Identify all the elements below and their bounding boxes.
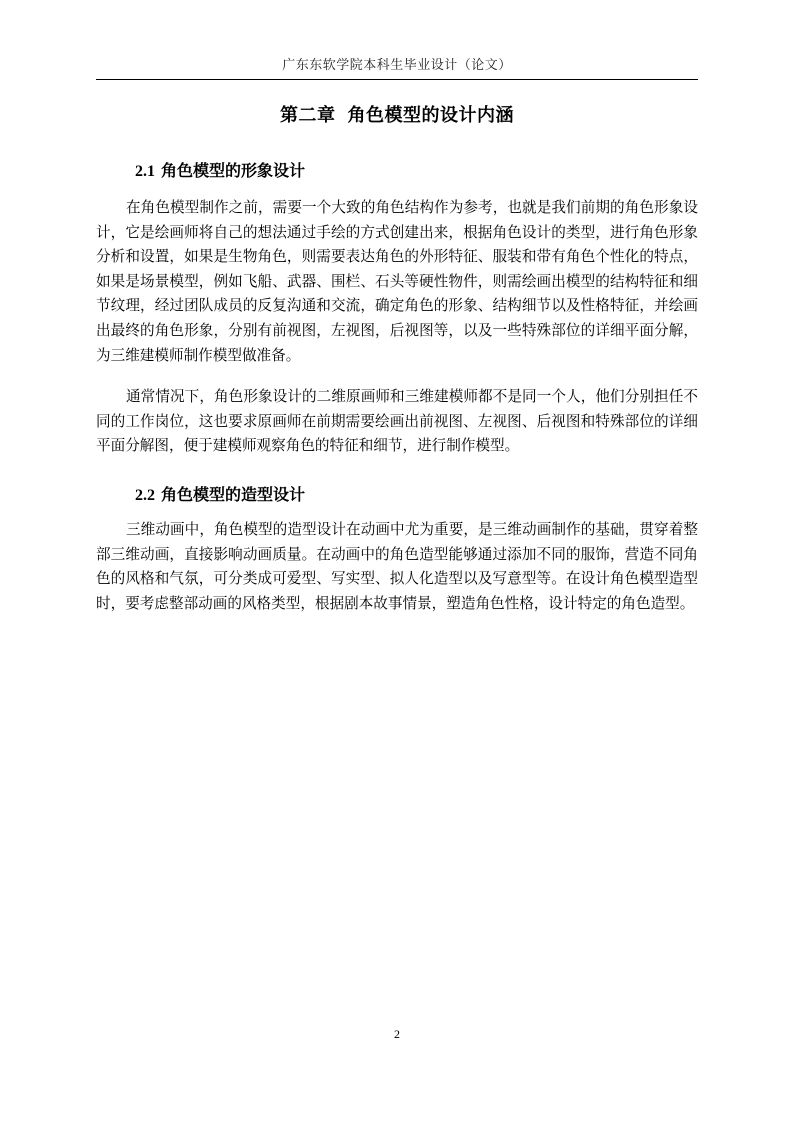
section-number: 2.1 (135, 163, 155, 180)
body-paragraph: 三维动画中，角色模型的造型设计在动画中尤为重要，是三维动画制作的基础，贯穿着整部三维动画，直接影响动画质量。在动画中的角色造型能够通过添加不同的服饰，营造不同角色的风格和气氛，可分类成可爱型、写实型、拟人化造型以及写意型等。在设计角色模型造型时，要考虑整部动画的风格类型，根据剧本故事情景，塑造角色性格，设计特定的角色造型。 (96, 521, 698, 612)
page-number: 2 (394, 1027, 400, 1041)
body-paragraph: 在角色模型制作之前，需要一个大致的角色结构作为参考，也就是我们前期的角色形象设计，它是绘画师将自己的想法通过手绘的方式创建出来，根据角色设计的类型，进行角色形象分析和设置，如果是生物角色，则需要表达角色的外形特征、服装和带有角色个性化的特点，如果是场景模型，例如飞船、武器、围栏、石头等硬性物件，则需绘画出模型的结构特征和细节纹理，经过团队成员的反复沟通和交流，确定角色的形象、结构细节以及性格特征，并绘画出最终的角色形象，分别有前视图，左视图，后视图等，以及一些特殊部位的详细平面分解，为三维建模师制作模型做准备。 (96, 199, 698, 364)
header-rule (96, 79, 698, 80)
section-heading-2-1 (135, 158, 305, 181)
section-number: 2.2 (135, 487, 155, 504)
section-title-text: 角色模型的形象设计 (161, 161, 306, 180)
chapter-title-text: 角色模型的设计内涵 (347, 105, 514, 126)
page-header: 广东东软学院本科生毕业设计（论文） (282, 58, 512, 73)
body-paragraph: 通常情况下，角色形象设计的二维原画师和三维建模师都不是同一个人，他们分别担任不同的工作岗位，这也要求原画师在前期需要绘画出前视图、左视图、后视图和特殊部位的详细平面分解图，便于建模师观察角色的特征和细节，进行制作模型。 (96, 388, 698, 455)
section-title-text: 角色模型的造型设计 (161, 485, 306, 504)
section-heading-2-2 (135, 482, 305, 505)
chapter-title (96, 101, 698, 127)
chapter-number: 第二章 (280, 105, 336, 126)
